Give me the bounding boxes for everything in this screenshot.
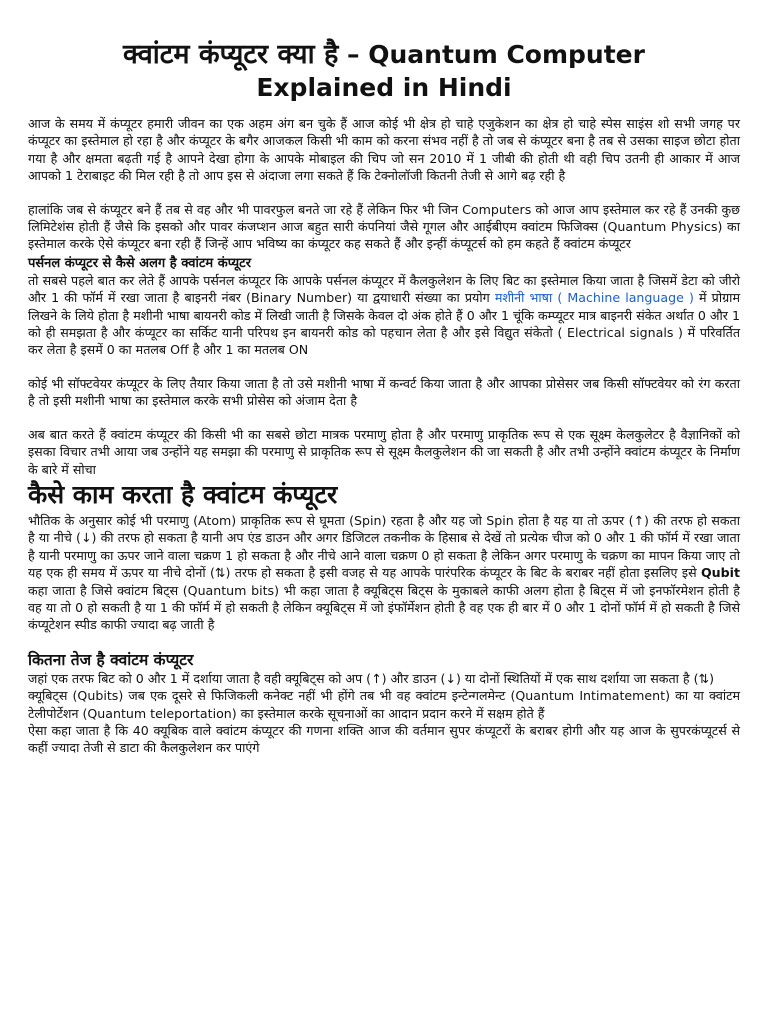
document-title <box>28 38 740 103</box>
title-hindi: क्वांटम कंप्यूटर क्या है <box>123 39 339 70</box>
intro-paragraph-2: हालांकि जब से कंप्यूटर बने हैं तब से वह और भी पावरफुल बनते जा रहे हैं लेकिन फिर भी जिन Computers को आज आप इस्तेमाल कर रहे हैं उनकी कुछ लिमिटेशंस होती हैं जैसे कि इसको और पावर कंजप्शन आज बहुत सारी कंपनियां जैसे गूगल और आईबीएम क्वांटम फिजिक्स (Quantum Physics) का इस्तेमाल करके ऐसे कंप्यूटर बना रही हैं जिन्हें आप भविष्य का कंप्यूटर कह सकते हैं और इन्हीं कंप्यूटर्स को हम कहते हैं क्वांटम कंप्यूटर <box>28 201 740 252</box>
title-english-2: Explained in Hindi <box>256 72 512 102</box>
section1-paragraph-2: कोई भी सॉफ्टवेयर कंप्यूटर के लिए तैयार किया जाता है तो उसे मशीनी भाषा में कन्वर्ट किया जाता है और आपका प्रोसेसर जब किसी सॉफ्टवेयर को रंग करता है तो इसी मशीनी भाषा का इस्तेमाल करके सभी प्रोसेस को अंजाम देता है <box>28 375 740 409</box>
section3-paragraph-3: ऐसा कहा जाता है कि 40 क्यूबिक वाले क्वांटम कंप्यूटर की गणना शक्ति आज की वर्तमान सुपर कंप्यूटरों के बराबर होगी और यह आज के सुपरकंप्यूटर्स से कहीं ज्यादा तेजी से डाटा की कैलकुलेशन कर पाएंगे <box>28 722 740 756</box>
title-english-1: Quantum Computer <box>368 40 645 69</box>
title-dash: – <box>338 40 369 69</box>
section3-paragraph-2: क्यूबिट्स (Qubits) जब एक दूसरे से फिजिकली कनेक्ट नहीं भी होंगे तब भी वह क्वांटम इन्टेन्गलमेन्ट (Quantum Intimatement) का या क्वांटम टेलीपोर्टेशन (Quantum teleportation) का इस्तेमाल करके सूचनाओं का आदान प्रदान करने में सक्षम होते हैं <box>28 688 740 721</box>
section2-paragraph-1 <box>28 512 740 634</box>
section2-p1-text-a: भौतिक के अनुसार कोई भी परमाणु (Atom) प्राकृतिक रूप से घूमता (Spin) रहता है और यह जो Spin होता है यह या तो ऊपर (↑) की तरफ हो सकता है या नीचे (↓) की तरफ हो सकता है यानी अप एंड डाउन और अगर डिजिटल तकनीक के हिसाब से देखें तो प्रत्येक चीज को 0 और 1 की फॉर्म में रखा जाता है यानी परमाणु का ऊपर जाने वाला चक्रण 1 हो सकता है और नीचे आने वाला चक्रण 0 हो सकता है लेकिन अगर परमाणु के चक्रण का मापन किया जाए तो यह एक ही समय में ऊपर या नीचे दोनों (⇅) तरफ हो सकता है इसी वजह से यह आपके पारंपरिक कंप्यूटर के बिट के बराबर नहीं होता इसलिए इसे <box>28 512 740 581</box>
intro-paragraph-1: आज के समय में कंप्यूटर हमारी जीवन का एक अहम अंग बन चुके हैं आज कोई भी क्षेत्र हो चाहे एजुकेशन का क्षेत्र हो चाहे स्पेस साइंस शो सभी जगह पर कंप्यूटर का इस्तेमाल हो रहा है और कंप्यूटर के बगैर आजकल किसी भी काम को करना संभव नहीं है तो जब से कंप्यूटर बना है तब से उसका साइज छोटा होता गया है और क्षमता बढ़ती गई है आपने देखा होगा के आपके मोबाइल की चिप जो सन 2010 में 1 जीबी की होती थी वही चिप उतनी ही आकार में आज आपको 1 टेराबाइट की मिल रही है तो आप इस से अंदाजा लगा सकते हैं कि टेक्नोलॉजी कितनी तेजी से आगे बढ़ रही है <box>28 116 740 184</box>
qubit-term: Qubit <box>700 565 740 581</box>
section3-paragraph-1: जहां एक तरफ बिट को 0 और 1 में दर्शाया जाता है वही क्यूबिट्स को अप (↑) और डाउन (↓) या दोनों स्थितियों में एक साथ दर्शाया जा सकता है (⇅) <box>28 670 714 686</box>
section1-paragraph-1 <box>28 272 740 359</box>
section-heading-personal-vs-quantum: पर्सनल कंप्यूटर से कैसे अलग है क्वांटम कंप्यूटर <box>28 255 252 271</box>
section-heading-how-fast: कितना तेज है क्वांटम कंप्यूटर <box>28 650 194 669</box>
section1-paragraph-3: अब बात करते हैं क्वांटम कंप्यूटर की किसी भी का सबसे छोटा मात्रक परमाणु होता है और परमाणु प्राकृतिक रूप से एक सूक्ष्म केलकुलेटर है वैज्ञानिकों को इसका विचार तभी आया जब उन्होंने यह समझा की परमाणु से प्राकृतिक रूप से सूक्ष्म कैलकुलेशन की जा सकती है और तभी उन्होंने क्वांटम कंप्यूटर के निर्माण के बारे में सोचा <box>28 426 740 477</box>
machine-language-link[interactable]: मशीनी भाषा ( Machine language ) <box>494 290 694 306</box>
section-heading-how-it-works: कैसे काम करता है क्वांटम कंप्यूटर <box>28 479 338 509</box>
section1-p1-text-a: तो सबसे पहले बात कर लेते हैं आपके पर्सनल कंप्यूटर कि आपके पर्सनल कंप्यूटर में कैलकुलेशन के लिए बिट का इस्तेमाल किया जाता है जिसमें डेटा को जीरो और 1 की फॉर्म में रखा जाता है बाइनरी नंबर (Binary Number) या द्वयाधारी संख्या का प्रयोग <box>28 272 740 306</box>
section1-p1-text-b: में प्रोग्राम लिखने के लिये होता है मशीनी भाषा बायनरी कोड में लिखी जाती है जिसके केवल दो अंक होते हैं 0 और 1 चूंकि कम्प्यूटर मात्र बाइनरी संकेत अर्थात 0 और 1 को ही समझता है और कंप्यूटर का सर्किट यानी परिपथ इन बायनरी कोड को पहचान लेता है और इसे विद्युत संकेतो ( Electrical signals ) में परिवर्तित कर लेता है इसमें 0 का मतलब Off है और 1 का मतलब ON <box>28 290 740 358</box>
section2-p1-text-b: कहा जाता है जिसे क्वांटम बिट्स (Quantum bits) भी कहा जाता है क्यूबिट्स बिट्स के मुकाबले काफी अलग होता है बिट्स में जो इनफॉरमेशन होती है वह या तो 0 हो सकती है या 1 की फॉर्म में हो सकती है लेकिन क्यूबिट्स में जो इंफॉर्मेशन होती है वह एक ही बार में 0 और 1 दोनों फॉर्म में हो सकती है जिसे कंप्यूटेशन स्पीड काफी ज्यादा बढ़ जाती है <box>28 582 740 633</box>
